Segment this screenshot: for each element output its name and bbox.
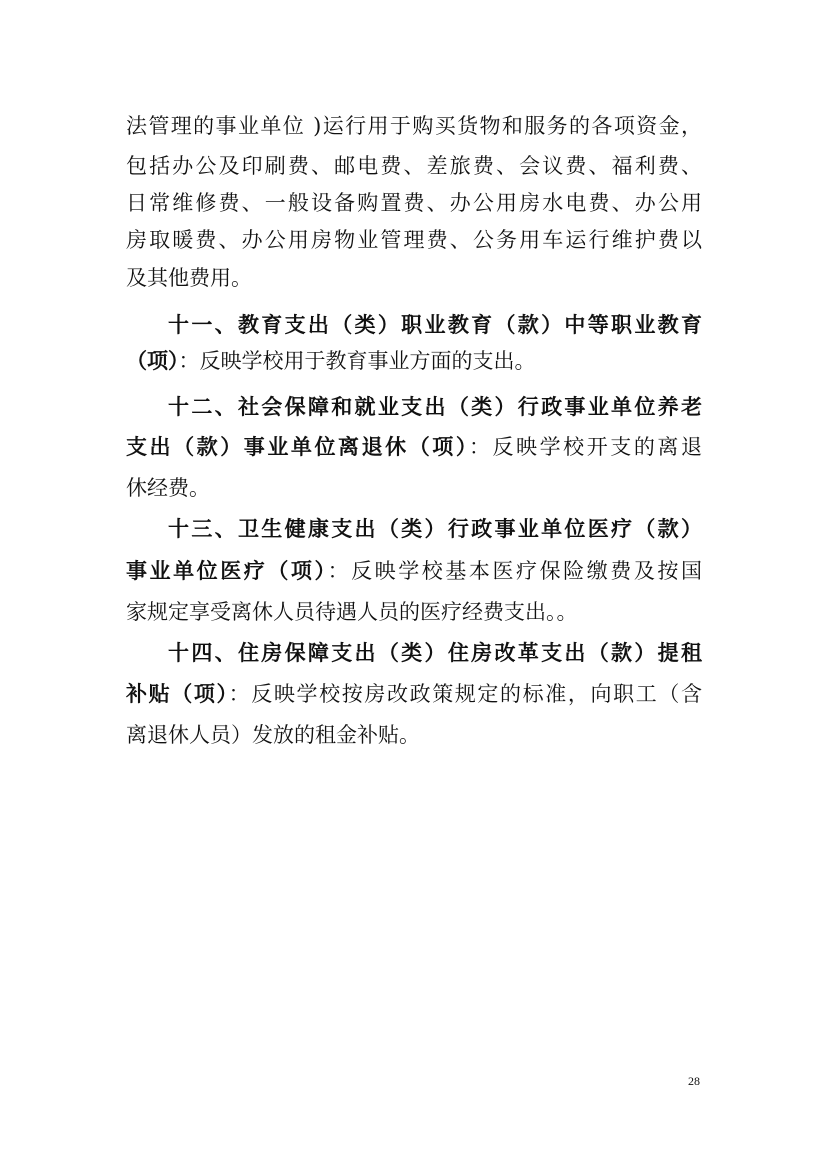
paragraph-line [126,557,702,585]
section-heading: 十一、教育支出（类）职业教育（款）中等职业教育 [168,313,702,337]
paragraph-line: 法管理的事业单位 )运行用于购买货物和服务的各项资金， [126,114,702,138]
page-number: 28 [688,1074,700,1088]
paragraph-line: 包括办公及印刷费、邮电费、差旅费、会议费、福利费、 [126,154,702,178]
section-body: ：反映学校开支的离退 [468,435,702,459]
paragraph-line: 离退休人员）发放的租金补贴。 [126,723,420,747]
paragraph-line [126,433,702,461]
paragraph-line [126,347,702,375]
section-heading: 十三、卫生健康支出（类）行政事业单位医疗（款） [168,517,702,541]
section-heading-tail: 支出（款）事业单位离退休（项） [126,435,469,459]
section-heading-tail: 事业单位医疗（项） [126,559,328,583]
section-heading: 十二、社会保障和就业支出（类）行政事业单位养老 [168,395,702,419]
section-heading-tail: 补贴（项） [126,682,229,706]
paragraph-line: 家规定享受离休人员待遇人员的医疗经费支出。。 [126,600,578,624]
paragraph-line: 日常维修费、一般设备购置费、办公用房水电费、办公用 [126,191,702,215]
paragraph-line: 房取暖费、办公用房物业管理费、公务用车运行维护费以 [126,228,702,252]
section-heading-tail: （项） [126,349,179,373]
section-body: ：反映学校用于教育事业方面的支出。 [178,349,536,373]
paragraph-line [126,680,702,708]
paragraph-line: 及其他费用。 [126,266,252,290]
section-body: ：反映学校按房改政策规定的标准，向职工（含 [228,682,703,706]
paragraph-line: 休经费。 [126,476,210,500]
section-heading: 十四、住房保障支出（类）住房改革支出（款）提租 [168,641,702,665]
section-body: ：反映学校基本医疗保险缴费及按国 [327,559,702,583]
